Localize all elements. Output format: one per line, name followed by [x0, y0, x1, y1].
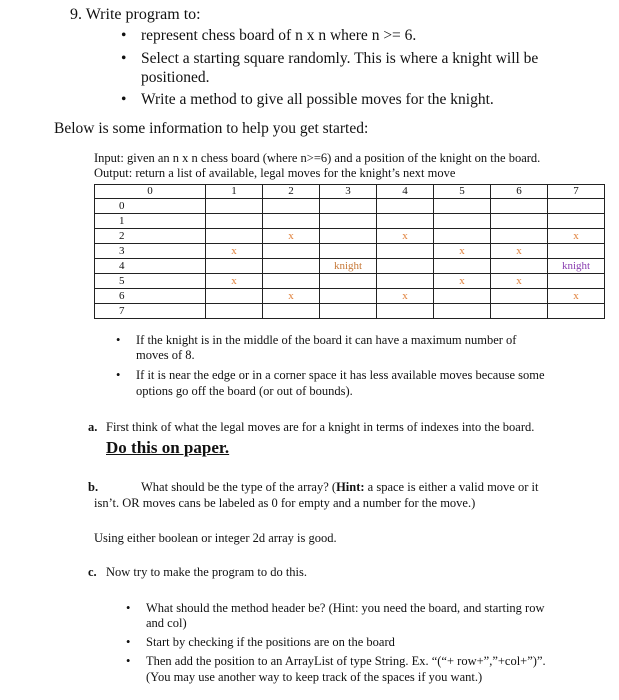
move-marker-cell: x — [434, 244, 491, 259]
board-cell — [320, 304, 377, 319]
note-middle: • If the knight is in the middle of the board it can have a maximum number of — [136, 333, 516, 348]
board-cell — [206, 289, 263, 304]
column-header: 4 — [377, 185, 434, 199]
part-b-line1: What should be the type of the array? ( — [141, 480, 337, 494]
row-header: 3 — [95, 244, 206, 259]
board-cell — [548, 244, 605, 259]
board-cell — [263, 304, 320, 319]
column-header-row — [95, 185, 605, 199]
board-cell — [377, 244, 434, 259]
board-cell — [320, 229, 377, 244]
note-edge: • If it is near the edge or in a corner space it has less available moves because some — [136, 368, 545, 383]
column-header: 5 — [434, 185, 491, 199]
question-heading: 9. Write program to: — [70, 6, 201, 23]
board-cell — [263, 259, 320, 274]
part-c-bullet-arraylist-cont: (You may use another way to keep track of the spaces if you want.) — [146, 670, 483, 684]
bullet-method: • Write a method to give all possible moves for the knight. — [141, 91, 494, 109]
board-cell — [491, 199, 548, 214]
board-cell — [548, 274, 605, 289]
intro-text: Below is some information to help you get started: — [54, 120, 369, 137]
board-cell — [434, 229, 491, 244]
note-edge-cont: options go off the board (or out of bounds). — [136, 384, 353, 398]
board-cell — [320, 289, 377, 304]
board-cell — [434, 199, 491, 214]
move-marker-cell: x — [377, 229, 434, 244]
board-row — [95, 229, 605, 244]
chess-board-table — [94, 184, 605, 319]
part-b-line2: isn’t. OR moves cans be labeled as 0 for empty and a number for the move.) — [94, 496, 476, 510]
part-b-answer: Using either boolean or integer 2d array is good. — [94, 531, 337, 545]
board-cell — [377, 259, 434, 274]
board-cell — [377, 274, 434, 289]
part-b-hint: Hint: — [336, 480, 365, 494]
part-b-question — [141, 480, 538, 495]
part-a-label: a. — [88, 420, 98, 434]
board-cell — [491, 229, 548, 244]
input-description: Input: given an n x n chess board (where n>=6) and a position of the knight on the board. — [94, 151, 541, 165]
move-marker-cell: x — [263, 289, 320, 304]
move-marker-cell: x — [491, 274, 548, 289]
board-cell — [263, 244, 320, 259]
note-middle-cont: moves of 8. — [136, 348, 195, 362]
board-cell — [434, 289, 491, 304]
output-description: Output: return a list of available, legal moves for the knight’s next move — [94, 166, 456, 180]
board-cell — [206, 214, 263, 229]
board-cell — [206, 259, 263, 274]
row-header: 0 — [95, 199, 206, 214]
board-cell — [320, 244, 377, 259]
board-cell — [320, 214, 377, 229]
part-b-line1-rest: a space is either a valid move or it — [364, 480, 539, 494]
move-marker-cell: x — [548, 289, 605, 304]
move-marker-cell: x — [491, 244, 548, 259]
board-cell — [434, 304, 491, 319]
board-cell — [491, 214, 548, 229]
part-c-bullet-header: • What should the method header be? (Hint: you need the board, and starting row — [146, 601, 545, 616]
part-c-text: Now try to make the program to do this. — [106, 565, 308, 579]
part-c-bullet-arraylist: • Then add the position to an ArrayList of type String. Ex. “(“+ row+”,”+col+”)”. — [146, 654, 546, 669]
knight-cell: knight — [548, 259, 605, 274]
board-row — [95, 304, 605, 319]
board-row — [95, 244, 605, 259]
board-cell — [206, 229, 263, 244]
row-header: 1 — [95, 214, 206, 229]
column-header: 1 — [206, 185, 263, 199]
column-header: 0 — [95, 185, 206, 199]
board-row — [95, 274, 605, 289]
move-marker-cell: x — [377, 289, 434, 304]
column-header: 6 — [491, 185, 548, 199]
board-cell — [548, 214, 605, 229]
board-cell — [548, 304, 605, 319]
move-marker-cell: x — [206, 244, 263, 259]
move-marker-cell: x — [206, 274, 263, 289]
board-row — [95, 214, 605, 229]
knight-cell: knight — [320, 259, 377, 274]
bullet-select-cont: positioned. — [141, 69, 210, 86]
column-header: 2 — [263, 185, 320, 199]
board-cell — [263, 214, 320, 229]
board-cell — [434, 214, 491, 229]
bullet-select: • Select a starting square randomly. This is where a knight will be — [141, 50, 538, 68]
part-b-label: b. — [88, 480, 99, 494]
row-header: 2 — [95, 229, 206, 244]
part-a-text: First think of what the legal moves are for a knight in terms of indexes into the board. — [106, 420, 535, 434]
board-cell — [320, 274, 377, 289]
board-cell — [320, 199, 377, 214]
board-cell — [377, 199, 434, 214]
board-cell — [491, 304, 548, 319]
board-cell — [263, 274, 320, 289]
board-cell — [377, 304, 434, 319]
part-c-bullet-header-cont: and col) — [146, 616, 187, 630]
board-cell — [491, 259, 548, 274]
board-cell — [206, 304, 263, 319]
row-header: 7 — [95, 304, 206, 319]
move-marker-cell: x — [434, 274, 491, 289]
column-header: 3 — [320, 185, 377, 199]
column-header: 7 — [548, 185, 605, 199]
board-cell — [206, 199, 263, 214]
part-c-bullet-check: • Start by checking if the positions are on the board — [146, 635, 395, 650]
board-row — [95, 199, 605, 214]
board-row — [95, 289, 605, 304]
board-row — [95, 259, 605, 274]
row-header: 5 — [95, 274, 206, 289]
part-c-label: c. — [88, 565, 97, 579]
board-cell — [377, 214, 434, 229]
board-cell — [434, 259, 491, 274]
board-cell — [263, 199, 320, 214]
bullet-represent: • represent chess board of n x n where n >= 6. — [141, 27, 416, 45]
board-cell — [491, 289, 548, 304]
move-marker-cell: x — [548, 229, 605, 244]
board-cell — [548, 199, 605, 214]
move-marker-cell: x — [263, 229, 320, 244]
row-header: 4 — [95, 259, 206, 274]
row-header: 6 — [95, 289, 206, 304]
part-a-emphasis: Do this on paper. — [106, 438, 230, 457]
